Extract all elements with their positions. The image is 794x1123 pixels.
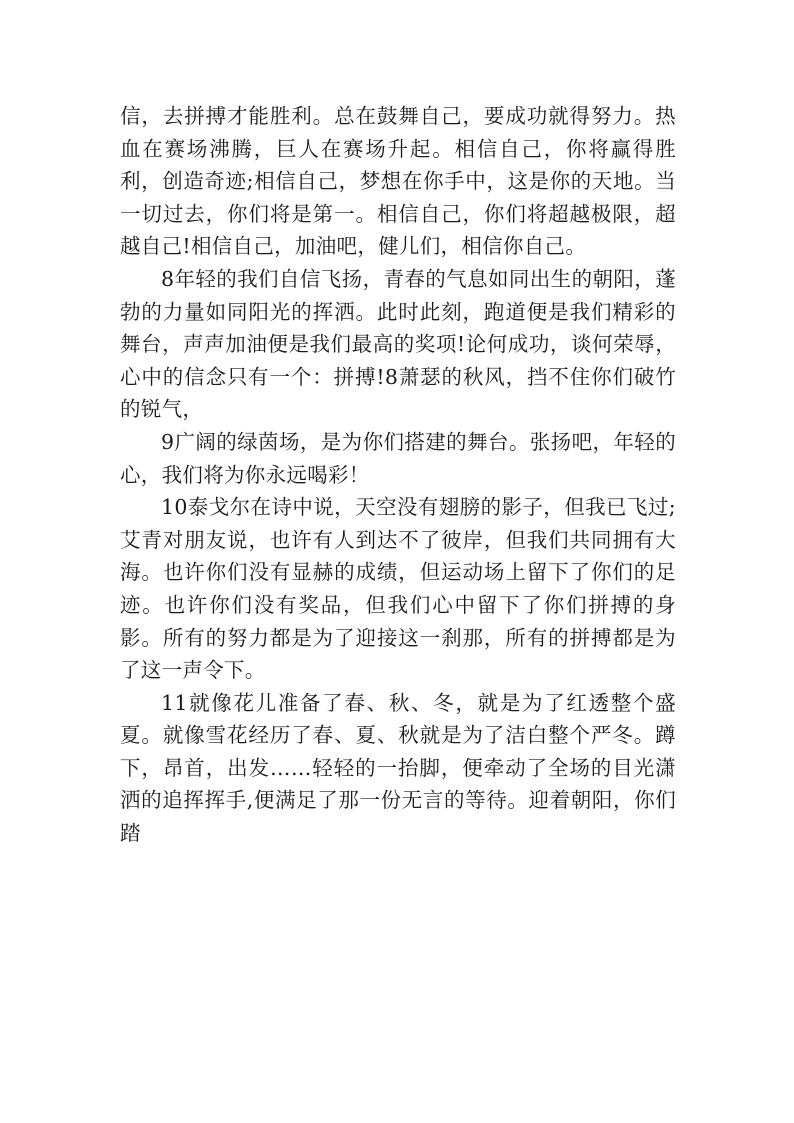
paragraph-2: 8年轻的我们自信飞扬，青春的气息如同出生的朝阳，蓬勃的力量如同阳光的挥洒。此时此刻，跑道便是我们精彩的舞台，声声加油便是我们最高的奖项!论何成功，谈何荣辱，心中的信念只有一个：拼搏!8萧瑟的秋风，挡不住你们破竹的锐气， bbox=[120, 266, 676, 422]
paragraph-3: 9广阔的绿茵场，是为你们搭建的舞台。张扬吧，年轻的心，我们将为你永远喝彩！ bbox=[120, 429, 676, 487]
paragraph-5: 11就像花儿准备了春、秋、冬，就是为了红透整个盛夏。就像雪花经历了春、夏、秋就是为了洁白整个严冬。蹲下，昂首，出发……轻轻的一抬脚，便牵动了全场的目光潇洒的追挥挥手,便满足了那一份无言的等待。迎着朝阳，你们踏 bbox=[120, 690, 676, 846]
paragraph-4: 10泰戈尔在诗中说，天空没有翅膀的影子，但我已飞过;艾青对朋友说，也许有人到达不了彼岸，但我们共同拥有大海。也许你们没有显赫的成绩，但运动场上留下了你们的足迹。也许你们没有奖品，但我们心中留下了你们拼搏的身影。所有的努力都是为了迎接这一刹那，所有的拼搏都是为了这一声令下。 bbox=[120, 495, 676, 683]
document-body bbox=[120, 100, 676, 850]
paragraph-1: 信，去拼搏才能胜利。总在鼓舞自己，要成功就得努力。热血在赛场沸腾，巨人在赛场升起。相信自己，你将赢得胜利，创造奇迹;相信自己，梦想在你手中，这是你的天地。当一切过去，你们将是第一。相信自己，你们将超越极限，超越自己!相信自己，加油吧，健儿们，相信你自己。 bbox=[120, 104, 676, 259]
